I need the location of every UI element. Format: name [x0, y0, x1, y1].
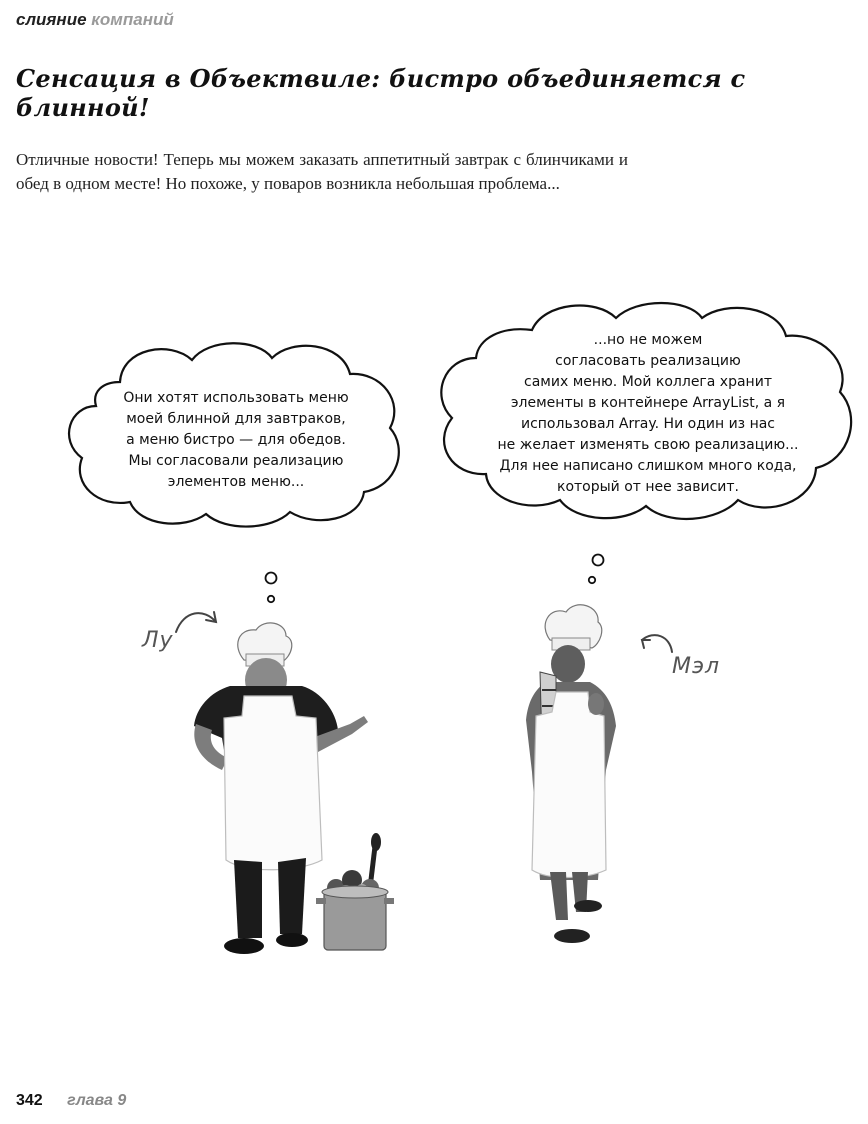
- bubble-right-line: элементы в контейнере ArrayList, а я: [510, 395, 786, 411]
- bubble-right-line: самих меню. Мой коллега хранит: [524, 374, 772, 390]
- page-title: Сенсация в Объектвиле: бистро объединяется с блинной!: [16, 64, 746, 122]
- bubble-right-line: ...но не можем: [593, 332, 703, 348]
- chapter-label: глава 9: [67, 1092, 127, 1109]
- chef-mel: [526, 605, 616, 943]
- bubble-left-line: элементов меню...: [167, 474, 305, 490]
- bubble-right-line: не желает изменять свою реализацию...: [497, 437, 799, 453]
- bubble-right-line: согласовать реализацию: [555, 353, 741, 369]
- label-lou: Лу: [142, 628, 174, 653]
- bubble-right-line: использовал Array. Ни один из нас: [520, 416, 775, 432]
- bubble-right-line: который от нее зависит.: [556, 479, 739, 495]
- intro-paragraph: Отличные новости! Теперь мы можем заказать аппетитный завтрак с блинчиками и обед в одном месте! Но похоже, у поваров возникла небольшая проблема...: [16, 150, 628, 193]
- thought-dots: [266, 555, 604, 603]
- header-section: слияние: [16, 10, 87, 29]
- bubble-left-line: Они хотят использовать меню: [123, 390, 349, 406]
- page-number: 342: [16, 1092, 43, 1109]
- page-footer: [16, 1092, 126, 1110]
- bubble-left-line: а меню бистро — для обедов.: [126, 432, 346, 448]
- cooking-pot: [316, 833, 394, 950]
- header-subsection: компаний: [91, 10, 174, 29]
- label-mel: Мэл: [672, 654, 721, 679]
- bubble-left-line: моей блинной для завтраков,: [126, 411, 346, 427]
- bubble-left-line: Мы согласовали реализацию: [128, 453, 344, 469]
- bubble-right-line: Для нее написано слишком много кода,: [499, 458, 797, 474]
